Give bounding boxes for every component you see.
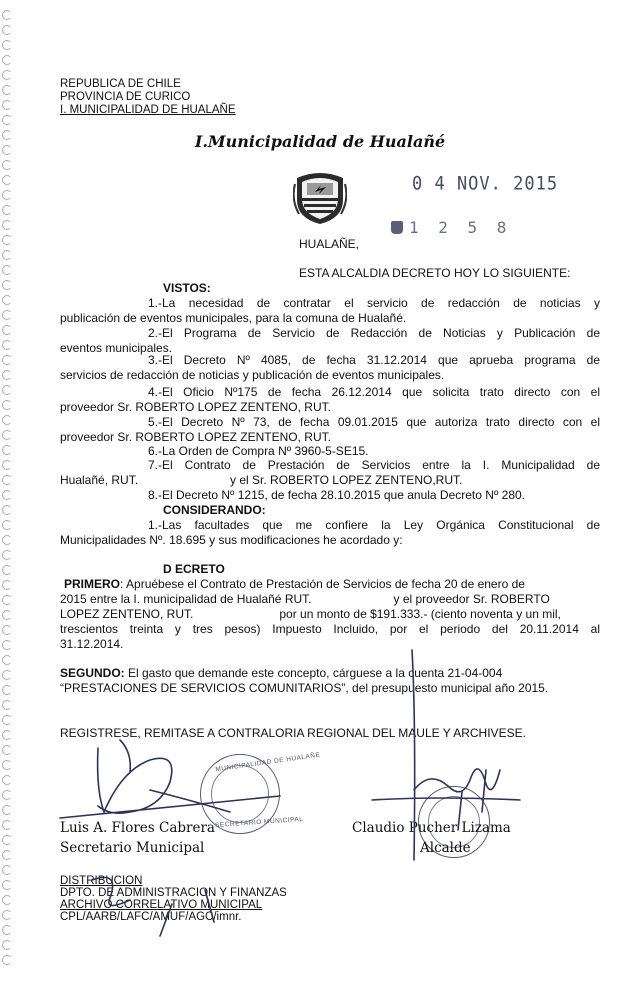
distribution-line-3: CPL/AARB/LAFC/AMUF/AGC/imnr. bbox=[60, 911, 242, 923]
vistos-item-3-cont: servicios de redacción de noticias y publicación de eventos municipales. bbox=[60, 368, 445, 382]
segundo-text-1: El gasto que demande este concepto, cárguese a la cuenta 21-04-004 bbox=[124, 666, 503, 680]
vistos-heading: VISTOS: bbox=[163, 281, 211, 295]
header-province: PROVINCIA DE CURICO bbox=[60, 91, 191, 103]
mayor-name: Claudio Pucher Lizama bbox=[352, 820, 511, 836]
vistos-item-8: 8.-El Decreto Nº 1215, de fecha 28.10.2015 que anula Decreto Nº 280. bbox=[148, 488, 526, 502]
segundo-line-2: “PRESTACIONES DE SERVICIOS COMUNITARIOS”, del presupuesto municipal año 2015. bbox=[60, 681, 549, 695]
seal-top-text: MUNICIPALIDAD DE HUALAÑE bbox=[215, 751, 321, 774]
distribution-line-2: ARCHIVO CORRELATIVO MUNICIPAL bbox=[60, 899, 263, 911]
vistos-item-1-cont: publicación de eventos municipales, para la comuna de Hualañé. bbox=[60, 311, 407, 325]
considerando-heading: CONSIDERANDO: bbox=[163, 503, 266, 517]
secretary-name: Luis A. Flores Cabrera bbox=[60, 820, 215, 836]
vistos-item-7-provider: y el Sr. ROBERTO LOPEZ ZENTENO,RUT. bbox=[230, 473, 463, 487]
primero-text-1: : Apruébese el Contrato de Prestación de Servicios de fecha 20 de enero de bbox=[120, 577, 525, 591]
closing-line: REGISTRESE, REMITASE A CONTRALORIA REGIONAL DEL MAULE Y ARCHIVESE. bbox=[60, 726, 526, 740]
document-title: I.Municipalidad de Hualañé bbox=[194, 132, 446, 151]
decree-number-stamp: 1 2 5 8 bbox=[409, 218, 512, 237]
mayor-role: Alcalde bbox=[420, 840, 471, 856]
considerando-item-1: 1.-Las facultades que me confiere la Ley Orgánica Constitucional de bbox=[148, 518, 600, 532]
primero-text-3b: por un monto de $191.333.- (ciento noventa y un mil, bbox=[279, 607, 561, 621]
primero-text-2b: y el proveedor Sr. ROBERTO bbox=[393, 592, 550, 606]
vistos-item-7-rut: Hualañé, RUT. bbox=[60, 473, 139, 487]
secretary-signature-icon bbox=[60, 740, 280, 818]
distribution-line-1: DPTO. DE ADMINISTRACION Y FINANZAS bbox=[60, 887, 287, 899]
mayor-signature-icon bbox=[372, 650, 520, 860]
secretary-role: Secretario Municipal bbox=[60, 840, 205, 856]
vistos-item-7: 7.-El Contrato de Prestación de Servicios entre la I. Municipalidad de bbox=[148, 458, 600, 472]
vistos-item-2-cont: eventos municipales. bbox=[60, 341, 173, 355]
vistos-item-6: 6.-La Orden de Compra Nº 3960-5-SE15. bbox=[148, 444, 369, 458]
distribution-scribble-icon bbox=[92, 877, 214, 936]
seal-bottom-text: SECRETARIO MUNICIPAL bbox=[214, 815, 304, 830]
decreto-heading: D ECRETO bbox=[163, 562, 225, 576]
vistos-item-4-cont: proveedor Sr. ROBERTO LOPEZ ZENTENO, RUT. bbox=[60, 400, 331, 414]
primero-line-4: trescientos treinta y tres pesos) Impuesto Incluido, por el periodo del 20.11.2014 al bbox=[60, 622, 600, 636]
header-country: REPUBLICA DE CHILE bbox=[60, 78, 181, 90]
considerando-item-1-cont: Municipalidades Nº. 18.695 y sus modificaciones he acordado y: bbox=[60, 533, 403, 547]
date-stamp: 0 4 NOV. 2015 bbox=[412, 173, 559, 195]
primero-line-5: 31.12.2014. bbox=[60, 637, 124, 651]
primero-text-2a: 2015 entre la I. municipalidad de Hualañé RUT. bbox=[60, 592, 312, 606]
primero-label: PRIMERO bbox=[64, 577, 121, 591]
primero-text-3a: LOPEZ ZENTENO, RUT. bbox=[60, 607, 194, 621]
vistos-item-5: 5.-El Decreto Nº 73, de fecha 09.01.2015 que autoriza trato directo con el bbox=[148, 415, 600, 429]
distribution-heading: DISTRIBUCION bbox=[60, 875, 143, 887]
intro-line: ESTA ALCALDIA DECRETO HOY LO SIGUIENTE: bbox=[299, 266, 571, 280]
header-municipality: I. MUNICIPALIDAD DE HUALAÑE bbox=[60, 104, 236, 116]
vistos-item-5-cont: proveedor Sr. ROBERTO LOPEZ ZENTENO, RUT. bbox=[60, 430, 331, 444]
vistos-item-4: 4.-El Oficio Nº175 de fecha 26.12.2014 que solicita trato directo con el bbox=[148, 385, 600, 399]
vistos-item-3: 3.-El Decreto Nº 4085, de fecha 31.12.2014 que aprueba programa de bbox=[148, 353, 600, 367]
vistos-item-2: 2.-El Programa de Servicio de Redacción de Noticias y Publicación de bbox=[148, 326, 600, 340]
vistos-item-1: 1.-La necesidad de contratar el servicio de redacción de noticias y bbox=[148, 296, 600, 310]
segundo-label: SEGUNDO: bbox=[60, 666, 125, 680]
place-label: HUALAÑE, bbox=[299, 237, 360, 251]
